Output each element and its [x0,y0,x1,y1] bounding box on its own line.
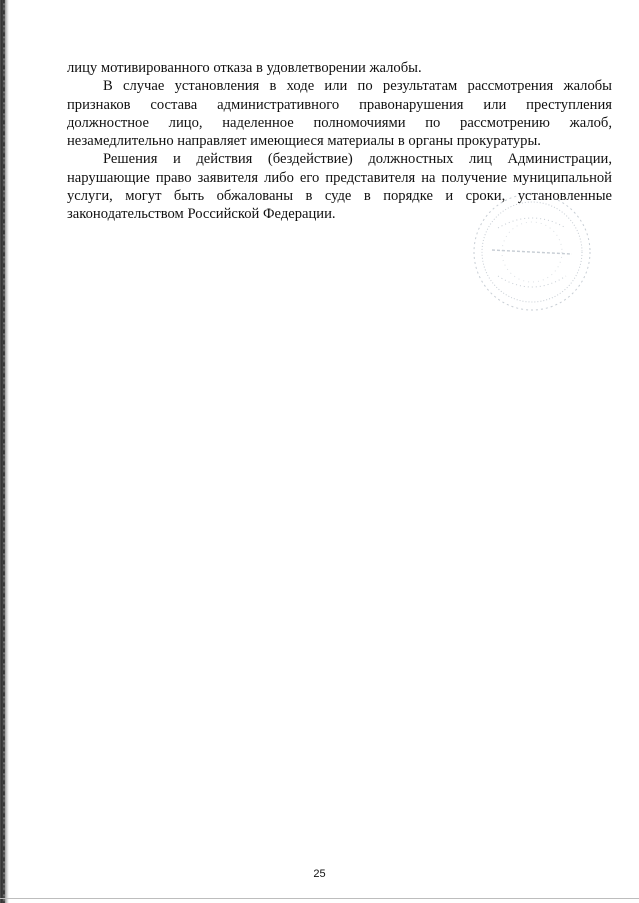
faded-seal-icon [468,188,596,316]
page-number: 25 [313,868,326,880]
paragraph-prosecutor-referral: В случае установления в ходе или по результатам рассмотрения жалобы признаков состава административного правонарушения или преступления должностное лицо, наделенное полномочиями по рассмотрению жалоб, незамедлительно направляет имеющиеся материалы в органы прокуратуры. [67,78,612,150]
scan-bottom-edge [0,898,639,899]
scan-border [0,0,9,903]
paragraph-continuation: лицу мотивированного отказа в удовлетворении жалобы. [67,60,422,76]
paragraph-court-appeal: Решения и действия (бездействие) должностных лиц Администрации, нарушающие право заявителя либо его представителя на получение муниципальной услуги, могут быть обжалованы в суде в порядке и сроки, установленные законодательством Российской Федерации. [67,151,612,223]
